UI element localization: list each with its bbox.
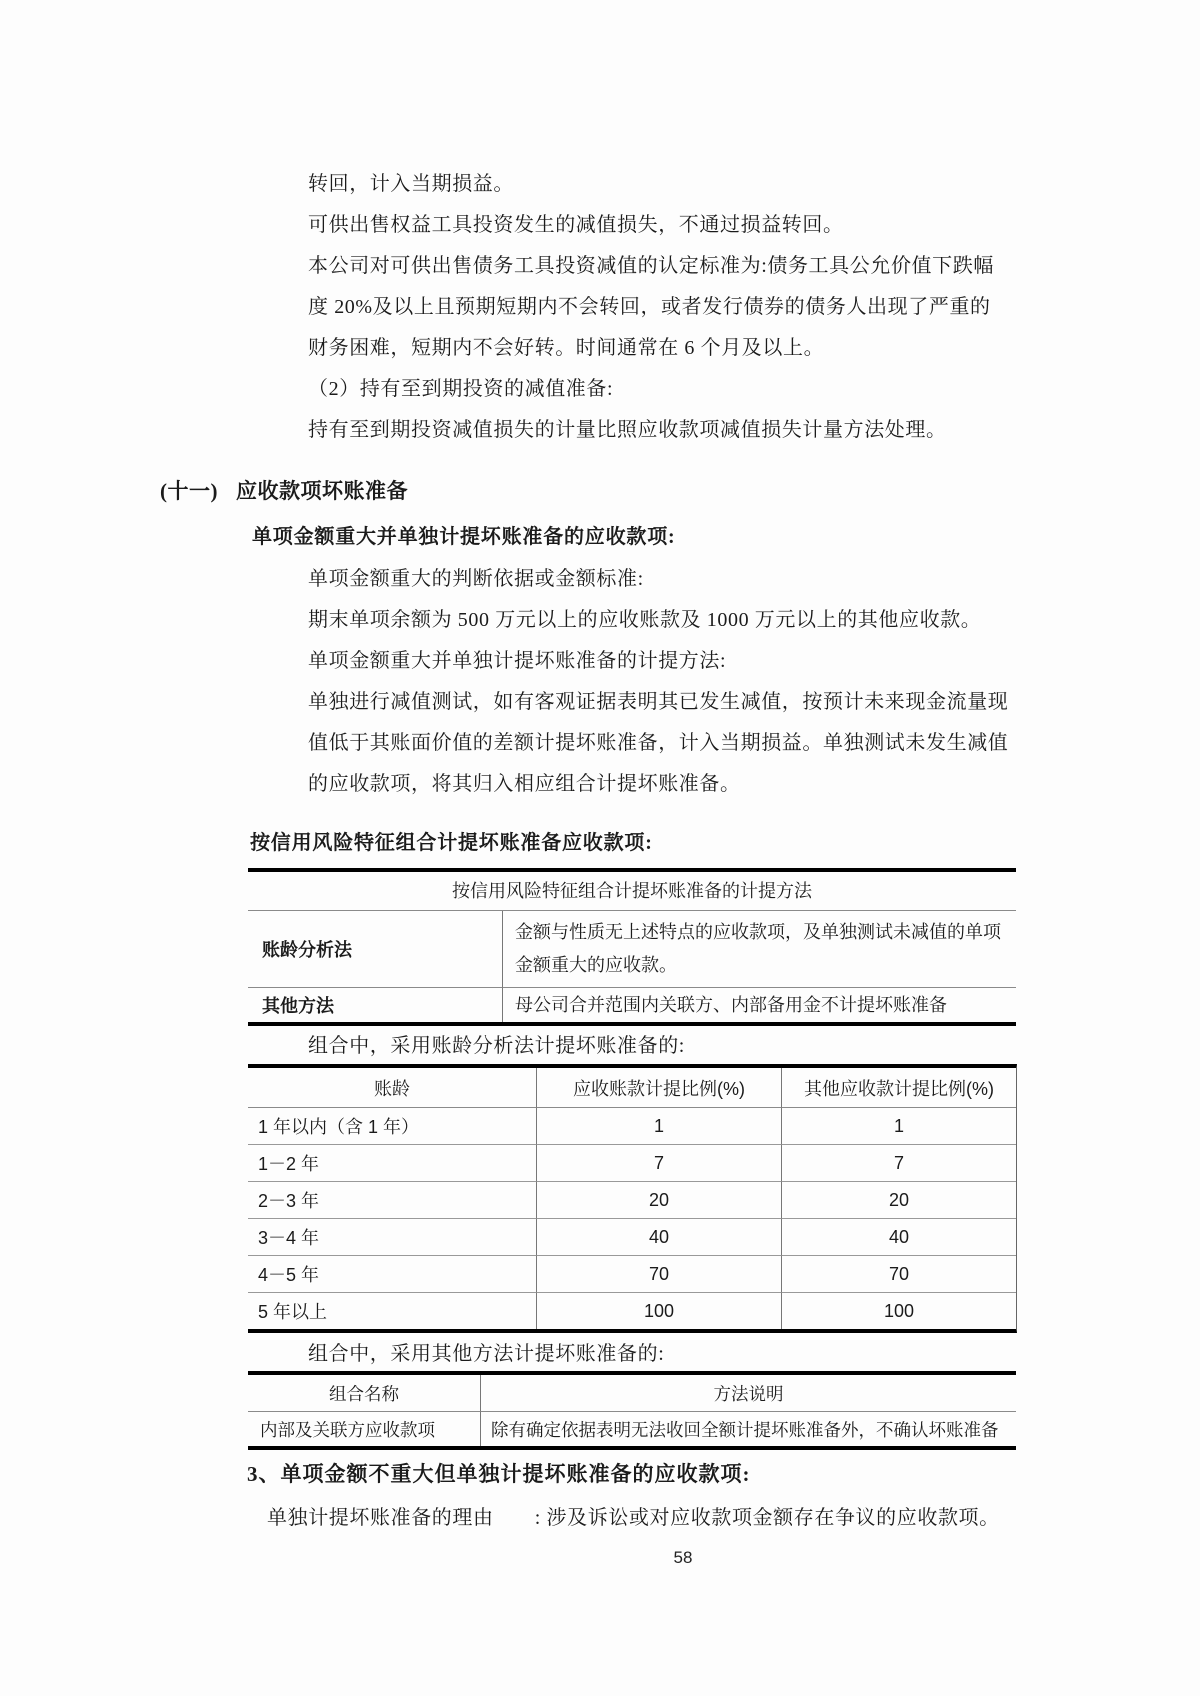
sub1-line: 单项金额重大的判断依据或金额标准: [308,568,644,590]
credit-risk-heading-text: 按信用风险特征组合计提坏账准备应收款项: [250,832,653,854]
intro-line: 度 20%及以上且预期短期内不会转回，或者发行债券的债务人出现了严重的 [308,296,991,318]
intro-line: 转回，计入当期损益。 [308,173,514,195]
aging-row-other-ratio: 70 [782,1256,1016,1293]
aging-row-ar-ratio: 100 [537,1293,782,1329]
method-table-row-name: 账龄分析法 [248,911,503,988]
aging-row-label: 3－4 年 [248,1219,537,1256]
intro-line: 持有至到期投资减值损失的计量比照应收款项减值损失计量方法处理。 [308,419,947,441]
aging-row-label: 5 年以上 [248,1293,537,1329]
aging-row-label: 1 年以内（含 1 年） [248,1108,537,1145]
sub1-line: 的应收款项，将其归入相应组合计提坏账准备。 [308,773,741,795]
intro-line: （2）持有至到期投资的减值准备: [308,378,614,400]
aging-row-label: 1－2 年 [248,1145,537,1182]
intro-line: 财务困难，短期内不会好转。时间通常在 6 个月及以上。 [308,337,825,359]
aging-row-other-ratio: 20 [782,1182,1016,1219]
other-table-col-header: 组合名称 [248,1375,481,1412]
section-number: (十一) [160,479,218,503]
intro-line: 可供出售权益工具投资发生的减值损失，不通过损益转回。 [308,214,844,236]
other-table-row-name: 内部及关联方应收款项 [248,1412,481,1446]
method-table-header: 按信用风险特征组合计提坏账准备的计提方法 [248,872,1016,911]
provision-reason-line: 单独计提坏账准备的理由 : 涉及诉讼或对应收款项金额存在争议的应收款项。 [267,1507,1000,1529]
sub1-paragraph [308,559,1008,805]
method-table-row-desc: 母公司合并范围内关联方、内部备用金不计提坏账准备 [515,994,947,1015]
aging-table-intro: 组合中，采用账龄分析法计提坏账准备的: [308,1035,685,1057]
intro-line: 本公司对可供出售债务工具投资减值的认定标准为:债务工具公允价值下跌幅 [308,255,994,277]
other-table-row-desc: 除有确定依据表明无法收回全额计提坏账准备外，不确认坏账准备 [491,1419,999,1440]
sub1-line: 期末单项余额为 500 万元以上的应收账款及 1000 万元以上的其他应收款。 [308,609,982,631]
aging-col-header: 账龄 [248,1068,537,1108]
sub1-line: 单项金额重大并单独计提坏账准备的计提方法: [308,650,727,672]
sub1-line: 单独进行减值测试，如有客观证据表明其已发生减值，按预计未来现金流量现 [308,691,1009,713]
sub1-line: 值低于其账面价值的差额计提坏账准备，计入当期损益。单独测试未发生减值 [308,732,1009,754]
subheading-not-significant: 3、单项金额不重大但单独计提坏账准备的应收款项: [247,1462,751,1486]
page-number: 58 [673,1548,693,1567]
method-table-row-desc: 金额与性质无上述特点的应收款项，及单独测试未减值的单项金额重大的应收款。 [503,911,1016,988]
aging-row-ar-ratio: 40 [537,1219,782,1256]
aging-row-ar-ratio: 20 [537,1182,782,1219]
credit-risk-heading [248,822,1016,872]
subheading-individually-significant: 单项金额重大并单独计提坏账准备的应收款项: [252,526,676,548]
other-method-table [248,1371,1016,1450]
aging-row-label: 2－3 年 [248,1182,537,1219]
aging-row-other-ratio: 100 [883,1300,915,1321]
aging-table [248,1064,1017,1333]
section-heading [160,471,408,512]
aging-row-other-ratio: 40 [782,1219,1016,1256]
aging-row-other-ratio: 1 [782,1108,1016,1145]
aging-row-label: 4－5 年 [248,1256,537,1293]
method-table-row-name: 其他方法 [248,988,503,1022]
other-table-col-header: 方法说明 [481,1375,1016,1412]
aging-row-ar-ratio: 7 [537,1145,782,1182]
aging-row-ar-ratio: 70 [537,1256,782,1293]
aging-row-ar-ratio: 1 [537,1108,782,1145]
aging-col-header: 应收账款计提比例(%) [537,1068,782,1108]
method-table [248,872,1016,1026]
other-table-intro: 组合中，采用其他方法计提坏账准备的: [308,1343,665,1365]
section-title: 应收款项坏账准备 [236,479,408,503]
aging-col-header: 其他应收款计提比例(%) [782,1068,1016,1108]
aging-row-other-ratio: 7 [782,1145,1016,1182]
intro-paragraph [308,164,994,451]
